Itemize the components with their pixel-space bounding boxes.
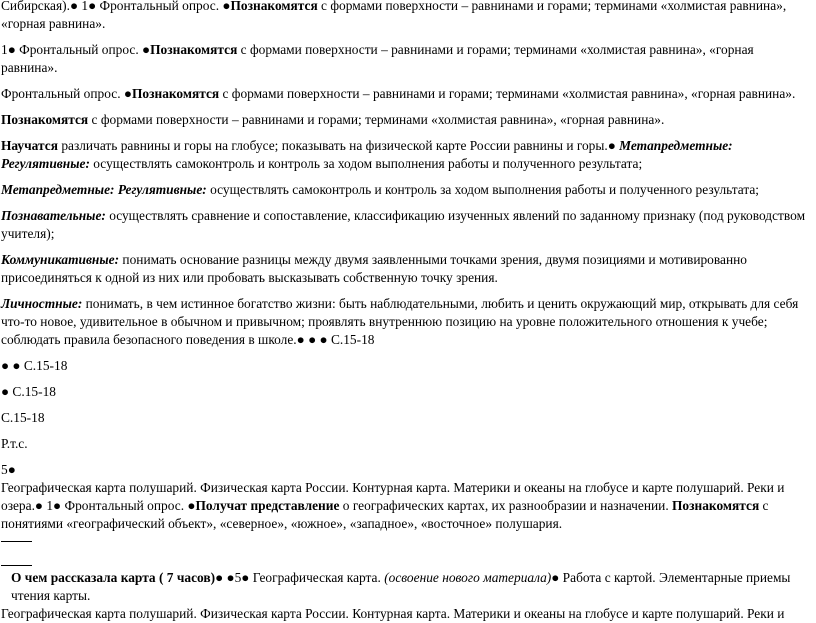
goal-text: о географических картах, их разнообразии и назначении. — [339, 498, 673, 513]
last-topics-text: Географическая карта полушарий. Физическая карта России. Контурная карта. Материки и океаны на глобусе и карте полушарий. Реки и — [1, 606, 785, 621]
block-number — [1, 461, 808, 479]
paragraph-text: с формами поверхности – равнинами и горами; терминами «холмистая равнина», «горная равнина». — [88, 112, 665, 127]
paragraph — [1, 137, 808, 173]
paragraph-text: понимать, в чем истинное богатство жизни: быть наблюдательными, любить и ценить окружающий мир, открывать для себя что-то новое, удивительное в обычном и привычном; проявлять внутреннюю позицию на уровне положительного отношения к учебе; соблюдать правила безопасного поведения в школе. — [1, 296, 799, 347]
paragraph-text: ● ● С.15-18 — [1, 358, 68, 373]
paragraph — [1, 357, 808, 375]
paragraph-text: с формами поверхности – равнинами и горами; терминами «холмистая равнина», «горная равнина». — [219, 86, 796, 101]
lesson-text: ● ●5● Географическая карта. — [215, 570, 385, 585]
paragraph-text: осуществлять самоконтроль и контроль за ходом выполнения работы и полученного результата; — [206, 182, 760, 197]
paragraph-label: Личностные: — [1, 296, 83, 311]
section-title-line — [1, 569, 808, 605]
paragraph — [1, 435, 808, 453]
paragraph-text: осуществлять самоконтроль и контроль за ходом выполнения работы и полученного результата; — [89, 156, 643, 171]
paragraph-text: осуществлять сравнение и сопоставление, классификацию изученных явлений по заданному признаку (под руководством учителя); — [1, 208, 806, 241]
paragraph — [1, 41, 808, 77]
concepts-text: с понятиями «географический объект», «северное», «южное», «западное», «восточное» полушария. — [1, 498, 769, 531]
paragraph-label: ●Познакомятся — [123, 86, 220, 101]
paragraph-list — [1, 0, 808, 453]
paragraph-label: Познакомятся — [1, 112, 89, 127]
paragraph-text: различать равнины и горы на глобусе; показывать на физической карте России равнины и горы. — [57, 138, 608, 153]
paragraph — [1, 383, 808, 401]
paragraph-label: Научатся — [1, 138, 58, 153]
paragraph-text: Сибирская). — [1, 0, 70, 13]
paragraph — [1, 409, 808, 427]
paragraph-text: Фронтальный опрос. — [1, 86, 124, 101]
paragraph-text: с формами поверхности – равнинами и горами; терминами «холмистая равнина», «горная равнина». — [1, 42, 754, 75]
familiarize-label: Познакомятся — [672, 498, 760, 513]
paragraph-text: понимать основание разницы между двумя заявленными точками зрения, двумя позициями и мотивированно присоединяться к одной из них или пробовать высказывать собственную точку зрения. — [1, 252, 747, 285]
paragraph-label: Познавательные: — [1, 208, 106, 223]
lesson-type: (освоение нового материала) — [384, 570, 552, 585]
paragraph-text: ● ● ● С.15-18 — [296, 332, 375, 347]
paragraph-text: 1● Фронтальный опрос. — [1, 42, 143, 57]
paragraph-text: ● 1● Фронтальный опрос. — [69, 0, 223, 13]
paragraph-label: Метапредметные: Регулятивные: — [1, 138, 733, 171]
paragraph — [1, 251, 808, 287]
last-topics-line — [1, 605, 808, 623]
goal-label: ●Получат представление — [187, 498, 340, 513]
paragraph — [1, 0, 808, 33]
paragraph — [1, 85, 808, 103]
paragraph-text: С.15-18 — [1, 410, 45, 425]
separator-rule-2 — [1, 565, 32, 566]
work-text: ● Работа с картой. Элементарные приемы чтения карты. — [11, 570, 791, 603]
block-number-text: 5● — [1, 462, 16, 477]
paragraph — [1, 181, 808, 199]
separator-rule — [1, 541, 32, 542]
paragraph — [1, 207, 808, 243]
paragraph-label: ●Познакомятся — [142, 42, 238, 57]
section-title: О чем рассказала карта ( 7 часов) — [11, 570, 216, 585]
paragraph-label: ●Познакомятся — [222, 0, 318, 13]
paragraph-label: Метапредметные: Регулятивные: — [1, 182, 207, 197]
paragraph-text: ● С.15-18 — [1, 384, 56, 399]
paragraph-label: Коммуникативные: — [1, 252, 120, 267]
paragraph — [1, 111, 808, 129]
paragraph-text: Р.т.с. — [1, 436, 28, 451]
paragraph — [1, 295, 808, 349]
paragraph-text: ● — [607, 138, 620, 153]
survey-text: ● 1● Фронтальный опрос. — [34, 498, 188, 513]
topics-text: Географическая карта полушарий. Физическая карта России. Контурная карта. Материки и океаны на глобусе и карте полушарий. Реки и озера. — [1, 480, 785, 513]
map-topics-paragraph — [1, 479, 808, 533]
paragraph-text: с формами поверхности – равнинами и горами; терминами «холмистая равнина», «горная равнина». — [1, 0, 787, 31]
